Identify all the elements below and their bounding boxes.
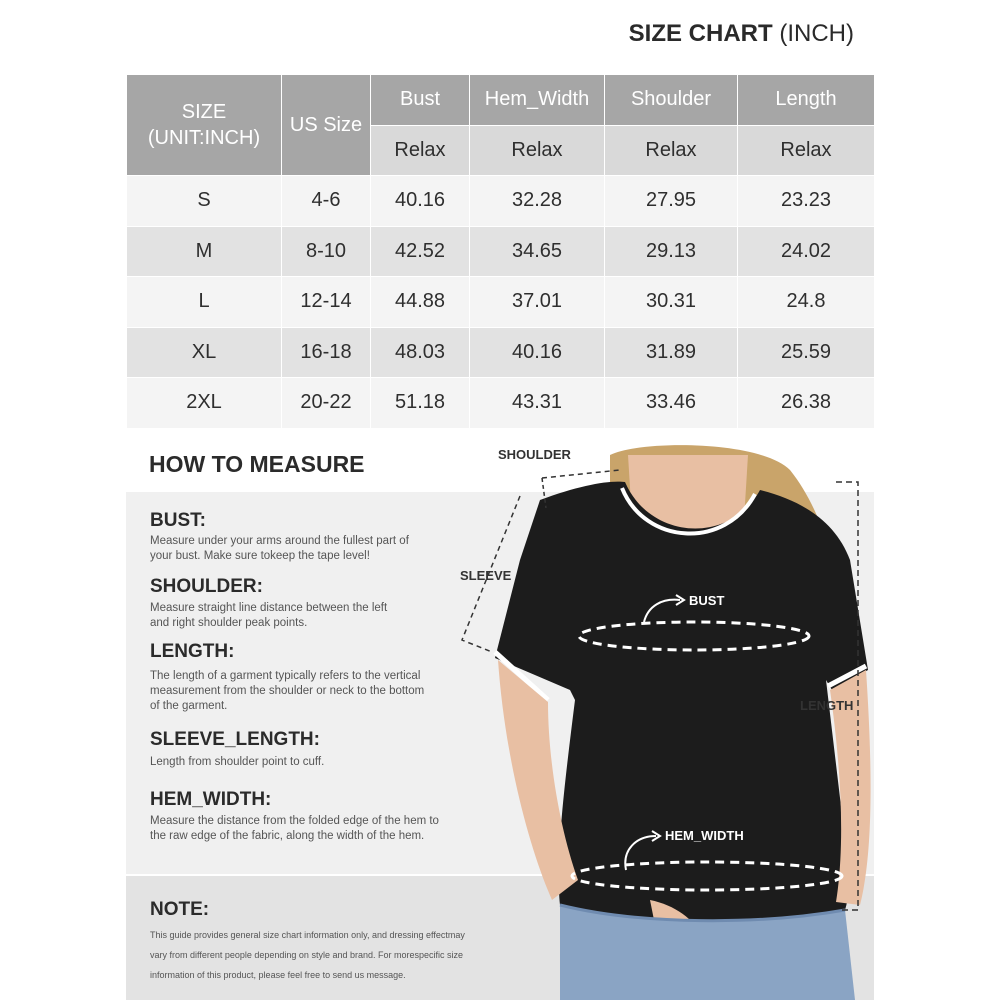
how-to-measure-title: HOW TO MEASURE (149, 451, 365, 477)
shoulder-subheader: Relax (605, 125, 738, 176)
table-cell: 32.28 (470, 176, 605, 227)
hem-width-subheader: Relax (470, 125, 605, 176)
us-size-column-header: US Size (282, 75, 371, 176)
sleeve-length-description-line: Length from shoulder point to cuff. (150, 756, 325, 768)
length-label: LENGTH (800, 698, 854, 713)
shoulder-label: SHOULDER (498, 447, 571, 462)
size-header-unit-line: (UNIT:INCH) (147, 127, 261, 149)
sleeve-length-heading: SLEEVE_LENGTH: (150, 729, 320, 750)
hem-width-column-header: Hem_Width (470, 75, 605, 126)
table-cell: 25.59 (738, 327, 875, 378)
table-cell: L (127, 277, 282, 328)
shoulder-heading: SHOULDER: (150, 576, 263, 597)
bust-column-header: Bust (371, 75, 470, 126)
shoulder-column-header: Shoulder (605, 75, 738, 126)
table-cell: 42.52 (371, 226, 470, 277)
table-cell: 44.88 (371, 277, 470, 328)
sleeve-label: SLEEVE (460, 568, 512, 583)
bust-description (150, 534, 450, 564)
table-cell: 48.03 (371, 327, 470, 378)
size-chart-title-main: SIZE CHART (628, 20, 773, 47)
bust-heading: BUST: (150, 510, 206, 531)
table-cell: 30.31 (605, 277, 738, 328)
table-cell: 43.31 (470, 378, 605, 429)
table-cell: S (127, 176, 282, 227)
length-description-line: measurement from the shoulder or neck to the bottom (150, 685, 425, 697)
shoulder-description (150, 601, 450, 631)
length-column-header: Length (738, 75, 875, 126)
table-cell: 26.38 (738, 378, 875, 429)
bust-label: BUST (689, 593, 725, 608)
table-cell: 24.8 (738, 277, 875, 328)
table-cell: 16-18 (282, 327, 371, 378)
table-cell: 4-6 (282, 176, 371, 227)
table-cell: 24.02 (738, 226, 875, 277)
length-subheader: Relax (738, 125, 875, 176)
table-cell: 2XL (127, 378, 282, 429)
table-cell: 51.18 (371, 378, 470, 429)
table-cell: 23.23 (738, 176, 875, 227)
hem-width-heading: HEM_WIDTH: (150, 789, 272, 810)
size-header-line: SIZE (181, 101, 227, 123)
hem-width-label: HEM_WIDTH (665, 828, 744, 843)
table-cell: 20-22 (282, 378, 371, 429)
table-cell: 27.95 (605, 176, 738, 227)
table-cell: 33.46 (605, 378, 738, 429)
bust-description-line: Measure under your arms around the fullest part of (150, 535, 409, 547)
table-cell: 40.16 (371, 176, 470, 227)
bust-description-line: your bust. Make sure tokeep the tape level! (150, 550, 370, 562)
table-cell: 8-10 (282, 226, 371, 277)
table-cell: 34.65 (470, 226, 605, 277)
note-title: NOTE: (150, 899, 210, 920)
table-cell: XL (127, 327, 282, 378)
table-cell: 12-14 (282, 277, 371, 328)
table-cell: 29.13 (605, 226, 738, 277)
sleeve-length-description (150, 755, 450, 770)
bust-subheader: Relax (371, 125, 470, 176)
length-heading: LENGTH: (150, 641, 235, 662)
shoulder-description-line: and right shoulder peak points. (150, 617, 308, 629)
note-line: vary from different people depending on style and brand. For morespecific size (150, 950, 464, 960)
table-cell: M (127, 226, 282, 277)
table-cell: 31.89 (605, 327, 738, 378)
hem-width-description-line: the raw edge of the fabric, along the width of the hem. (150, 830, 425, 842)
length-description-line: The length of a garment typically refers to the vertical (150, 670, 421, 682)
table-cell: 40.16 (470, 327, 605, 378)
note-line: information of this product, please feel free to send us message. (150, 970, 406, 980)
hem-width-description-line: Measure the distance from the folded edge of the hem to (150, 815, 439, 827)
note-line: This guide provides general size chart information only, and dressing effectmay (150, 930, 465, 940)
length-description-line: of the garment. (150, 700, 228, 712)
shoulder-description-line: Measure straight line distance between the left (150, 602, 388, 614)
note-text (150, 925, 500, 985)
hem-width-description (150, 814, 450, 844)
table-cell: 37.01 (470, 277, 605, 328)
length-description (150, 669, 450, 714)
shoulder-measure-line (542, 470, 620, 478)
size-chart-title-unit: (INCH) (779, 20, 854, 47)
